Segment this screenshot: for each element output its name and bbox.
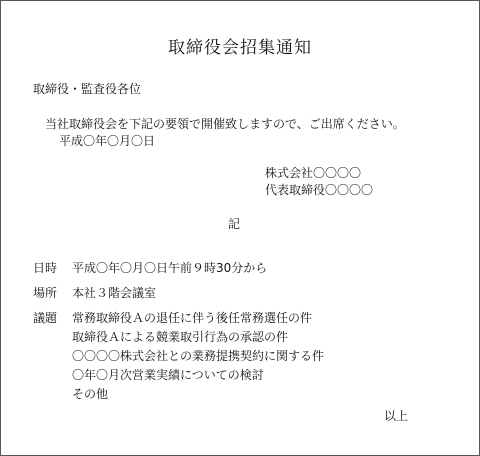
notice-title: 取締役会招集通知 bbox=[168, 38, 312, 58]
place-label: 場所 bbox=[33, 286, 58, 300]
place-value: 本社３階会議室 bbox=[72, 286, 157, 300]
datetime-label: 日時 bbox=[33, 261, 58, 275]
agenda-item: 常務取締役Ａの退任に伴う後任常務選任の件 bbox=[72, 311, 313, 325]
agenda-label: 議題 bbox=[33, 311, 58, 325]
notice-date: 平成〇年〇月〇日 bbox=[59, 134, 156, 148]
closing-text: 以上 bbox=[384, 409, 409, 423]
agenda-item: その他 bbox=[72, 387, 109, 401]
datetime-value: 平成〇年〇月〇日午前９時30分から bbox=[72, 261, 268, 275]
addressee: 取締役・監査役各位 bbox=[33, 82, 142, 96]
intro-text: 当社取締役会を下記の要領で開催致しますので、ご出席ください。 bbox=[45, 117, 405, 131]
ki-heading: 記 bbox=[228, 217, 241, 231]
sender-company: 株式会社〇〇〇〇 bbox=[265, 166, 362, 180]
agenda-item: 〇〇〇〇株式会社との業務提携契約に関する件 bbox=[72, 349, 325, 363]
sender-title: 代表取締役〇〇〇〇 bbox=[265, 183, 374, 197]
agenda-item: 〇年〇月次営業実績についての検討 bbox=[72, 368, 264, 382]
agenda-item: 取締役Ａによる競業取引行為の承認の件 bbox=[72, 330, 289, 344]
